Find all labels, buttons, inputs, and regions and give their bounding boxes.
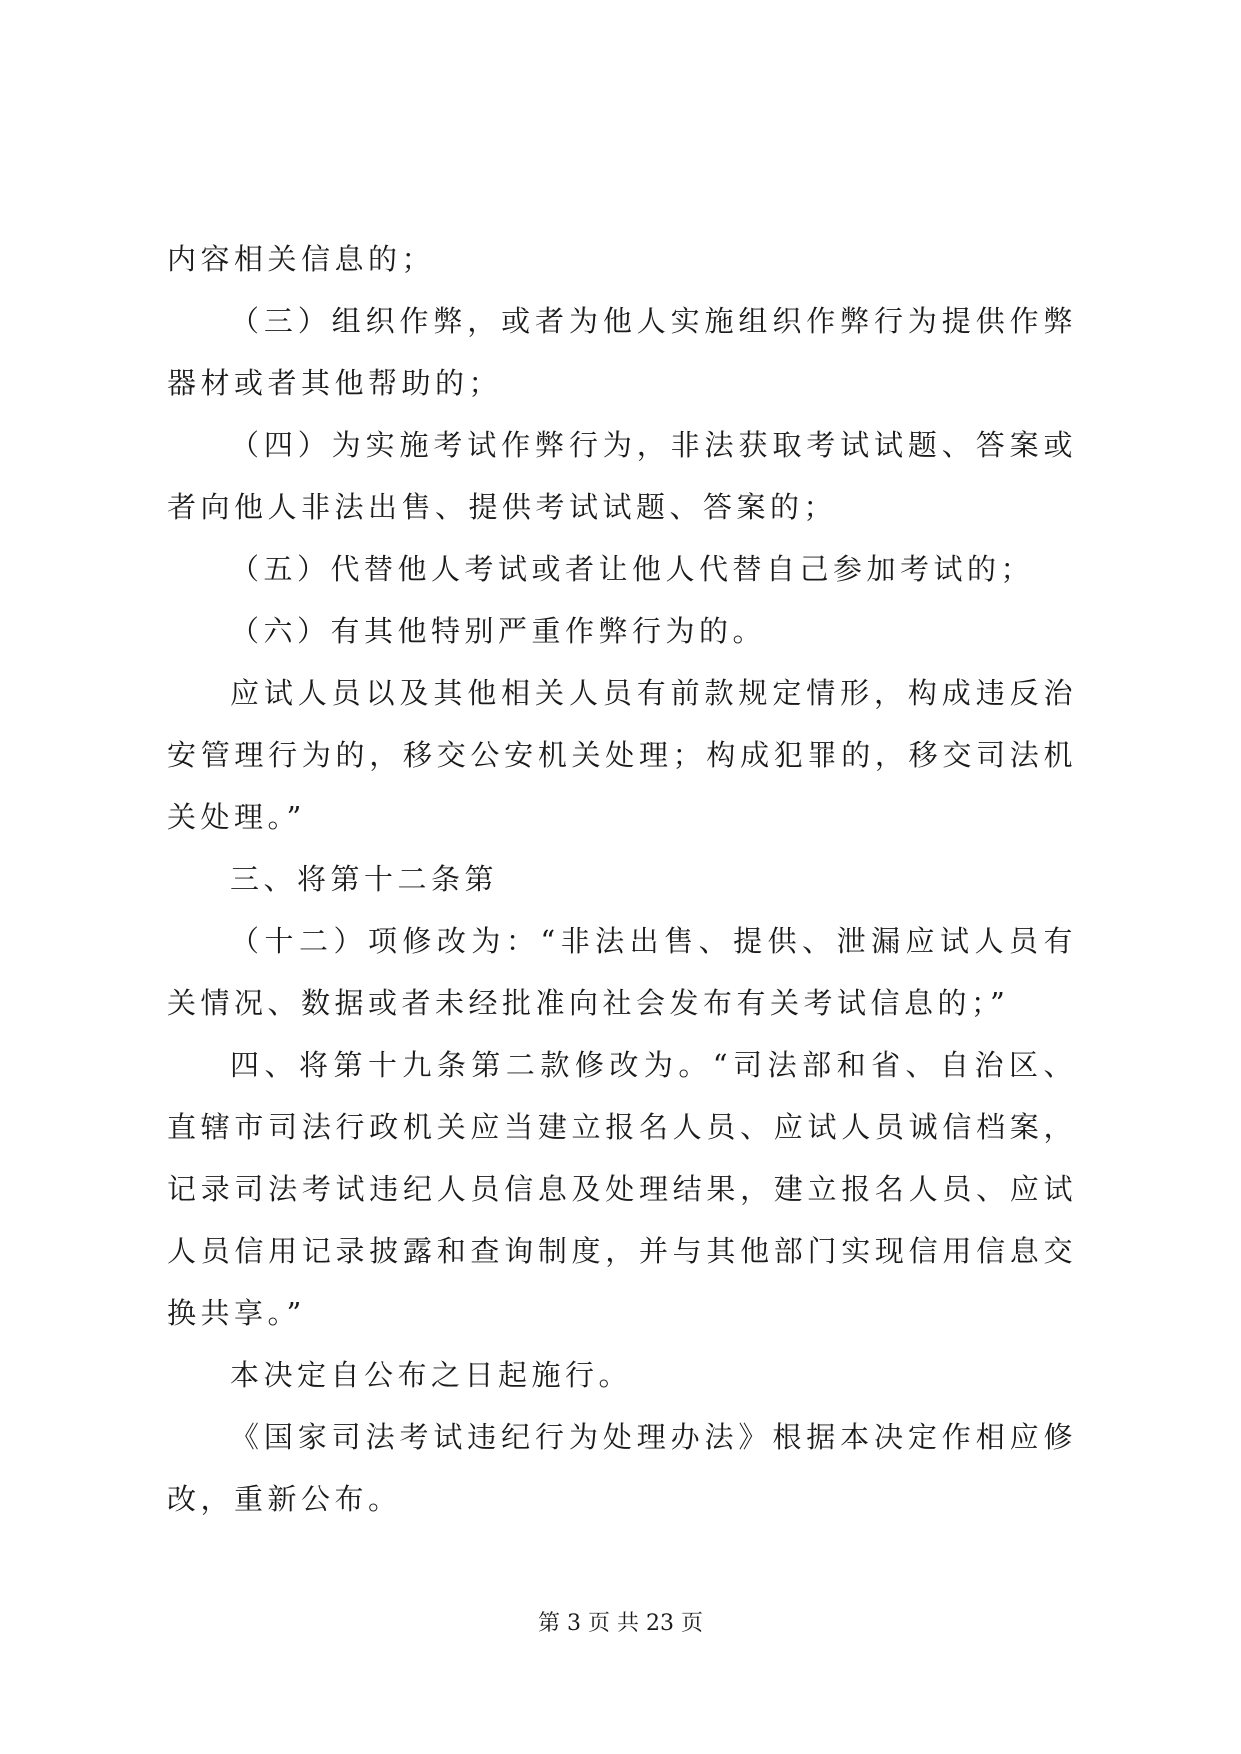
paragraph-amendment-4: 四、将第十九条第二款修改为。“司法部和省、自治区、直辖市司法行政机关应当建立报名人员、应试人员诚信档案，记录司法考试违纪人员信息及处理结果，建立报名人员、应试人员信用记录披露和查询制度，并与其他部门实现信用信息交换共享。” (167, 1048, 1077, 1330)
paragraph-item-5: （五）代替他人考试或者让他人代替自己参加考试的； (230, 552, 1035, 586)
paragraph-republication: 《国家司法考试违纪行为处理办法》根据本决定作相应修改，重新公布。 (167, 1420, 1077, 1516)
paragraph-amendment-3-heading: 三、将第十二条第 (230, 862, 499, 896)
paragraph-continuation: 内容相关信息的； (167, 242, 436, 276)
paragraph-item-6: （六）有其他特别严重作弊行为的。 (230, 614, 767, 648)
paragraph-penalty-clause: 应试人员以及其他相关人员有前款规定情形，构成违反治安管理行为的，移交公安机关处理；构成犯罪的，移交司法机关处理。” (167, 676, 1077, 834)
paragraph-effective-date: 本决定自公布之日起施行。 (230, 1358, 633, 1392)
document-body (167, 228, 1077, 1530)
page-number-footer: 第 3 页 共 23 页 (538, 1611, 703, 1636)
paragraph-amendment-3-body: （十二）项修改为：“非法出售、提供、泄漏应试人员有关情况、数据或者未经批准向社会发布有关考试信息的；” (167, 924, 1077, 1020)
paragraph-item-4: （四）为实施考试作弊行为，非法获取考试试题、答案或者向他人非法出售、提供考试试题、答案的； (167, 428, 1077, 524)
paragraph-item-3: （三）组织作弊，或者为他人实施组织作弊行为提供作弊器材或者其他帮助的； (167, 304, 1077, 400)
